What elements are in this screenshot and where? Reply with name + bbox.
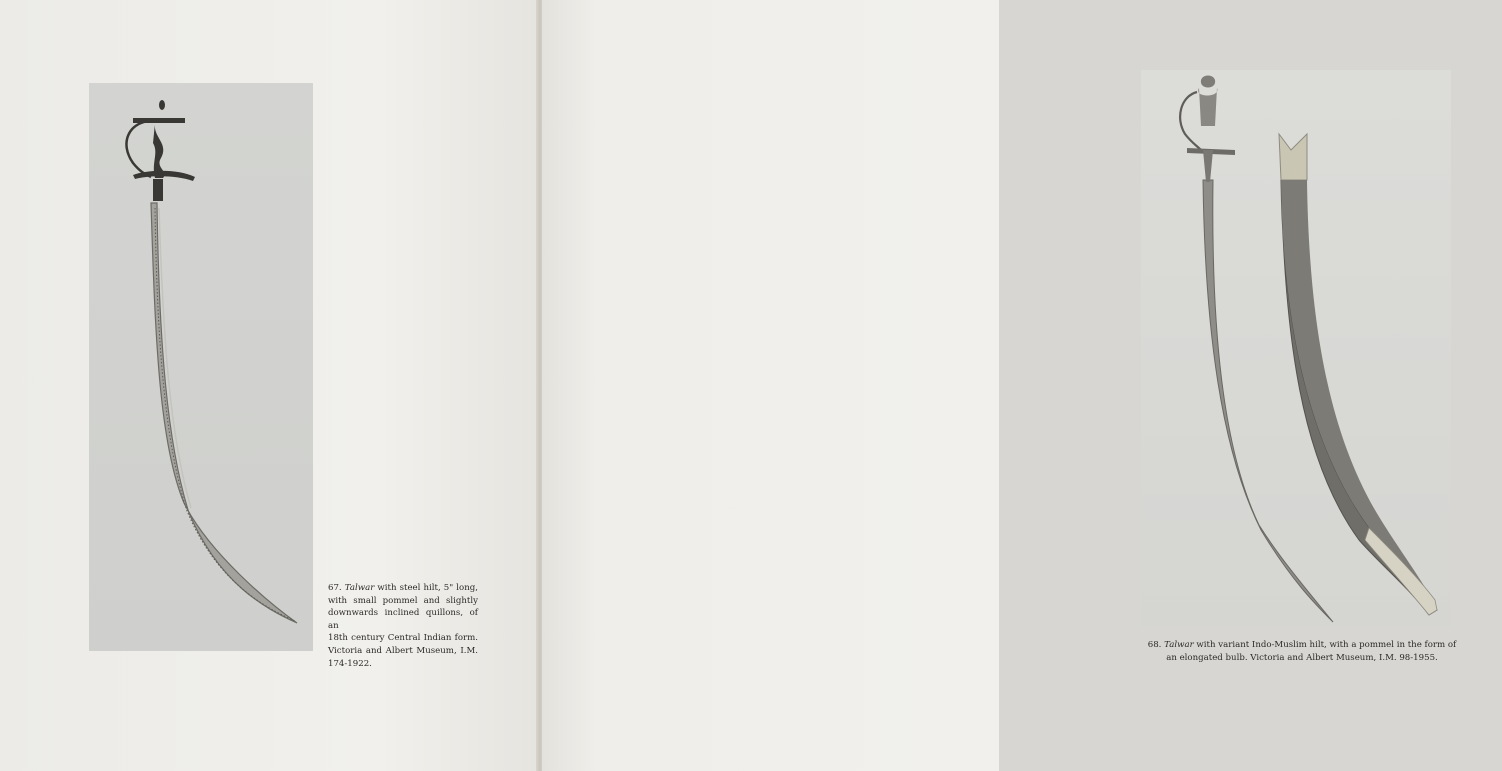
caption-67-line-1 — [328, 582, 478, 595]
left-page — [0, 0, 540, 771]
plate-67-talwar-photo — [89, 83, 313, 651]
caption-67 — [328, 582, 478, 670]
talwar-and-scabbard-illustration — [1141, 70, 1451, 626]
caption-68-text-2: an elongated bulb. Victoria and Albert Museum, I.M. 98-1955. — [1166, 652, 1438, 663]
caption-67-text-3: downwards inclined quillons, of an — [328, 608, 478, 631]
caption-67-text-4: 18th century Central Indian form. — [328, 633, 478, 644]
caption-68-text-1: with variant Indo-Muslim hilt, with a pommel in the form of — [1193, 640, 1457, 650]
right-page — [542, 0, 1457, 771]
plate-68-talwar-photo — [1141, 70, 1451, 626]
talwar-sword-illustration — [89, 83, 313, 651]
caption-68-line-1 — [1102, 639, 1502, 652]
caption-67-text-5: Victoria and Albert Museum, I.M. — [328, 645, 478, 656]
caption-68 — [1102, 639, 1502, 664]
caption-68-number: 68. — [1147, 640, 1162, 650]
caption-67-text-2: with small pommel and slightly — [328, 595, 478, 606]
caption-68-term: Talwar — [1164, 640, 1194, 650]
caption-67-text-1: with steel hilt, 5" long, — [374, 583, 478, 593]
caption-67-text-6: 174-1922. — [328, 658, 372, 669]
caption-67-term: Talwar — [344, 583, 375, 593]
caption-67-number: 67. — [328, 583, 342, 593]
